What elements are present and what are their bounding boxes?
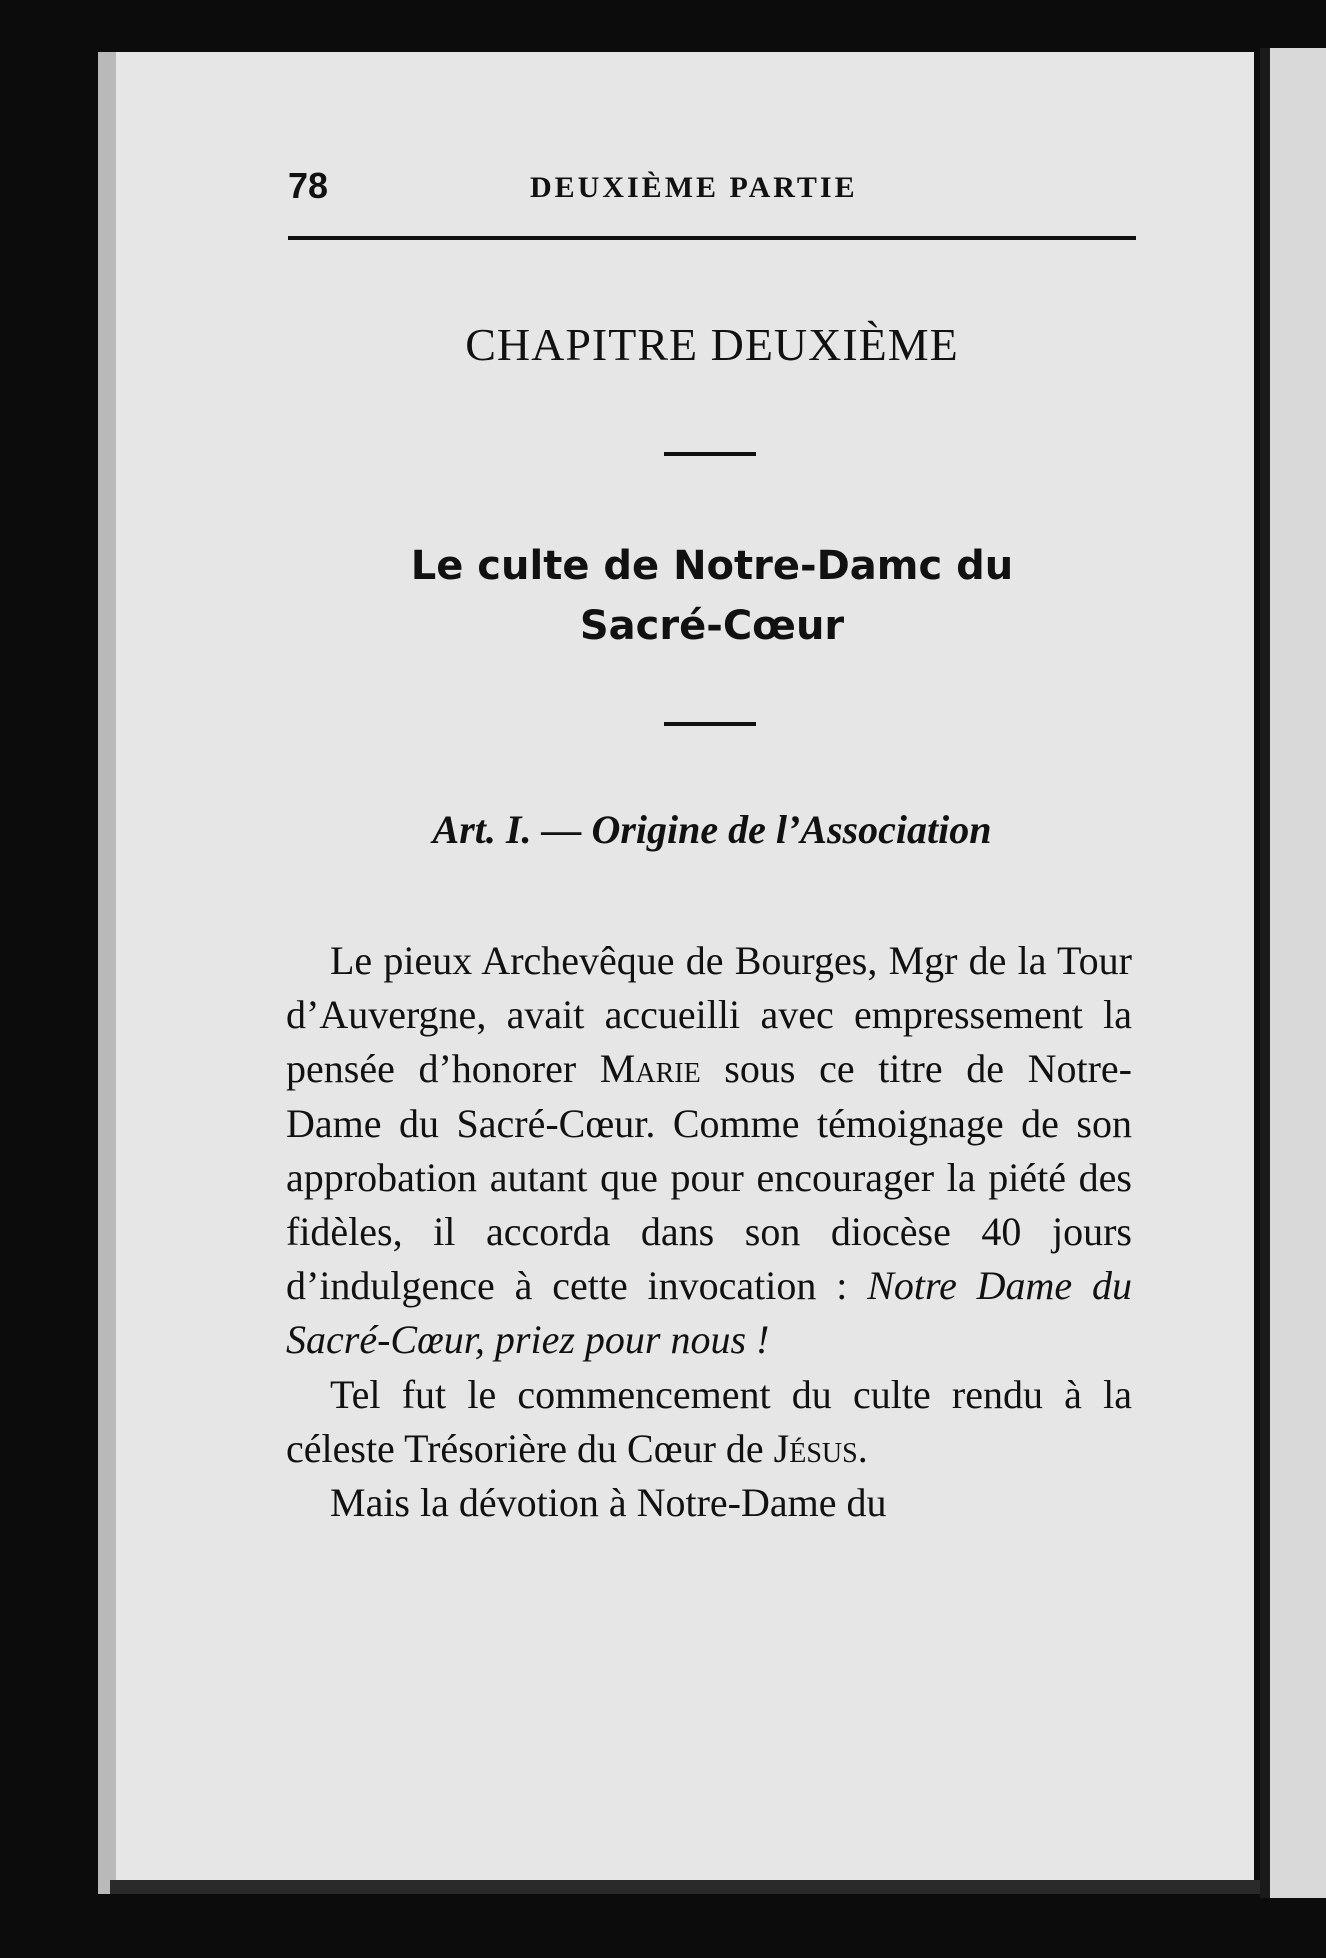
text-run: Le pieux Archevêque de Bourges, Mgr de la Tour d’Auvergne, avait accueilli avec empressement la pensée d’honorer	[286, 938, 1132, 1092]
section-title-line-2: Sacré-Cœur	[579, 603, 845, 649]
page-bottom-edge	[110, 1880, 1260, 1894]
text-run: Mais la dévotion à Notre-Dame du	[330, 1480, 887, 1526]
chapter-title: CHAPITRE DEUXIÈME	[465, 319, 959, 370]
paragraph	[286, 1368, 1132, 1476]
text-run: sous ce titre de Notre-Dame du Sacré-Cœur. Comme témoignage de son approbation autant que pour encourager la piété des fidèles, il accorda dans son diocèse 40 jours d’indulgence à cette invocation :	[286, 1046, 1133, 1309]
invocation: Notre Dame du Sacré-Cœur, priez pour nous !	[286, 1263, 1133, 1363]
paragraph	[286, 934, 1132, 1368]
text-run: Tel fut le commencement du culte rendu à la céleste Trésorière du Cœur de	[286, 1371, 1132, 1471]
body-text	[286, 934, 1132, 1530]
page-header	[288, 165, 1136, 215]
book-gutter	[1260, 48, 1270, 1898]
text-run: .	[857, 1425, 868, 1471]
separator-rule	[664, 722, 756, 726]
section-title	[288, 536, 1136, 656]
section-title-line-1: Le culte de Notre-Damc du	[410, 543, 1014, 589]
name-jesus: Jésus	[773, 1425, 858, 1471]
header-rule	[288, 236, 1136, 240]
page-number: 78	[288, 165, 329, 206]
paragraph	[286, 1476, 1132, 1530]
separator-rule	[664, 452, 756, 456]
name-marie: Marie	[599, 1046, 701, 1092]
article-title: Art. I. — Origine de l’Association	[432, 807, 992, 852]
running-head: DEUXIÈME PARTIE	[530, 171, 858, 204]
